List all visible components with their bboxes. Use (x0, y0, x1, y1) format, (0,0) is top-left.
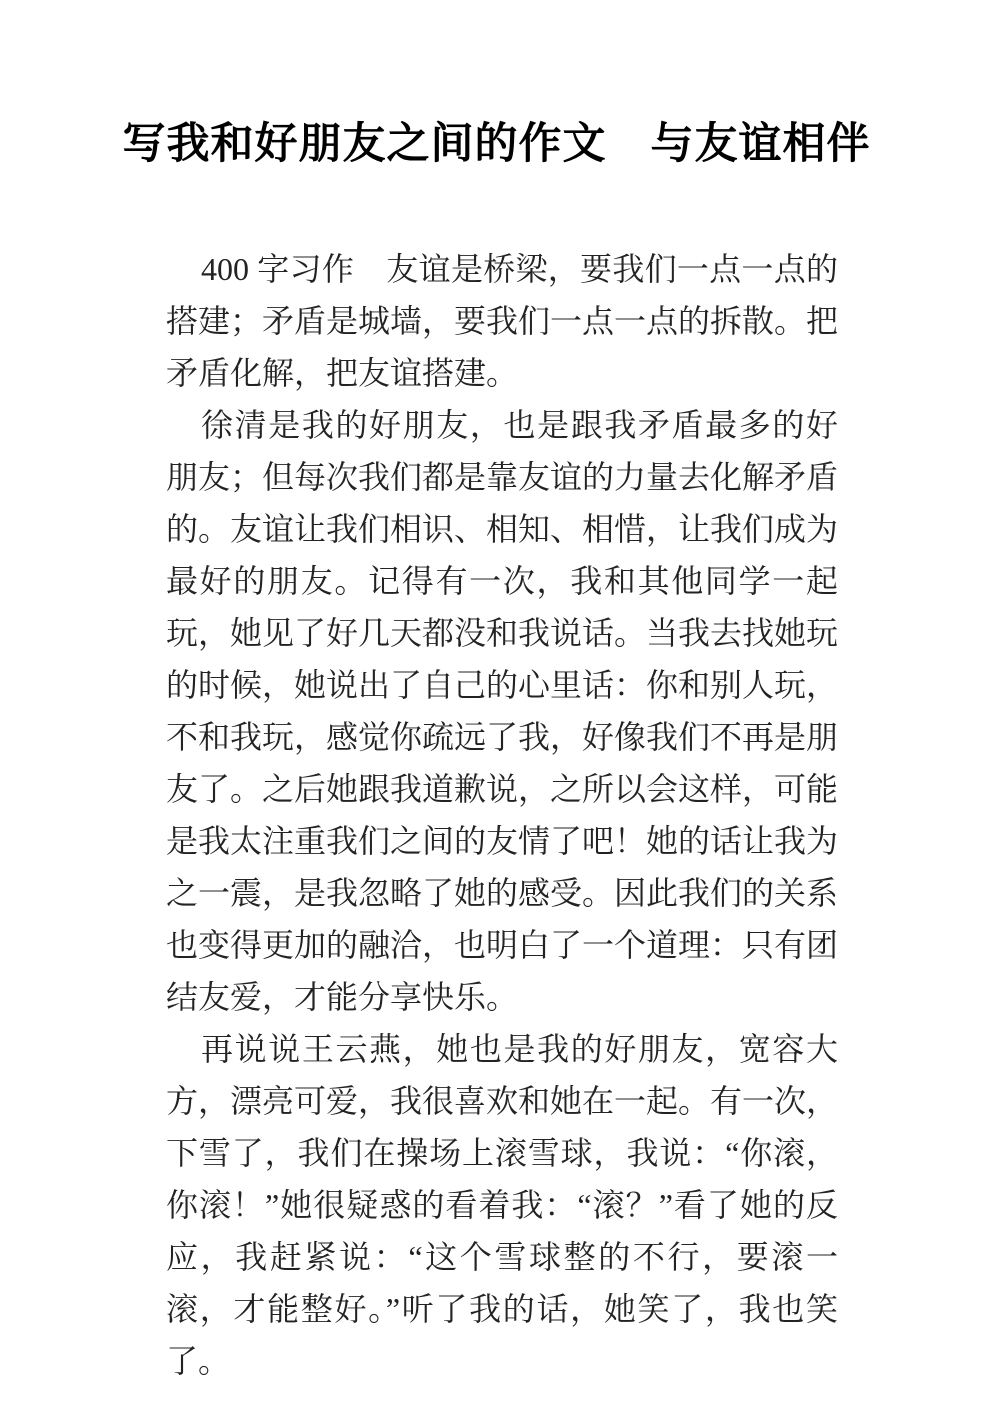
essay-paragraph-xuqing: 徐清是我的好朋友，也是跟我矛盾最多的好朋友；但每次我们都是靠友谊的力量去化解矛盾的。友谊让我们相识、相知、相惜，让我们成为最好的朋友。记得有一次，我和其他同学一起玩，她见了好几天都没和我说话。当我去找她玩的时候，她说出了自己的心里话：你和别人玩，不和我玩，感觉你疏远了我，好像我们不再是朋友了。之后她跟我道歉说，之所以会这样，可能是我太注重我们之间的友情了吧！她的话让我为之一震，是我忽略了她的感受。因此我们的关系也变得更加的融洽，也明白了一个道理：只有团结友爱，才能分享快乐。 (166, 407, 839, 1015)
essay-paragraph-intro: 400 字习作 友谊是桥梁，要我们一点一点的搭建；矛盾是城墙，要我们一点一点的拆散。把矛盾化解，把友谊搭建。 (166, 251, 839, 391)
page-title: 写我和好朋友之间的作文 与友谊相伴 (122, 120, 871, 168)
essay-body (166, 243, 838, 1387)
essay-paragraph-wangyunyan: 再说说王云燕，她也是我的好朋友，宽容大方，漂亮可爱，我很喜欢和她在一起。有一次，下雪了，我们在操场上滚雪球，我说：“你滚，你滚！”她很疑惑的看着我：“滚？”看了她的反应，我赶紧说：“这个雪球整的不行，要滚一滚，才能整好。”听了我的话，她笑了，我也笑了。 (166, 1031, 839, 1379)
